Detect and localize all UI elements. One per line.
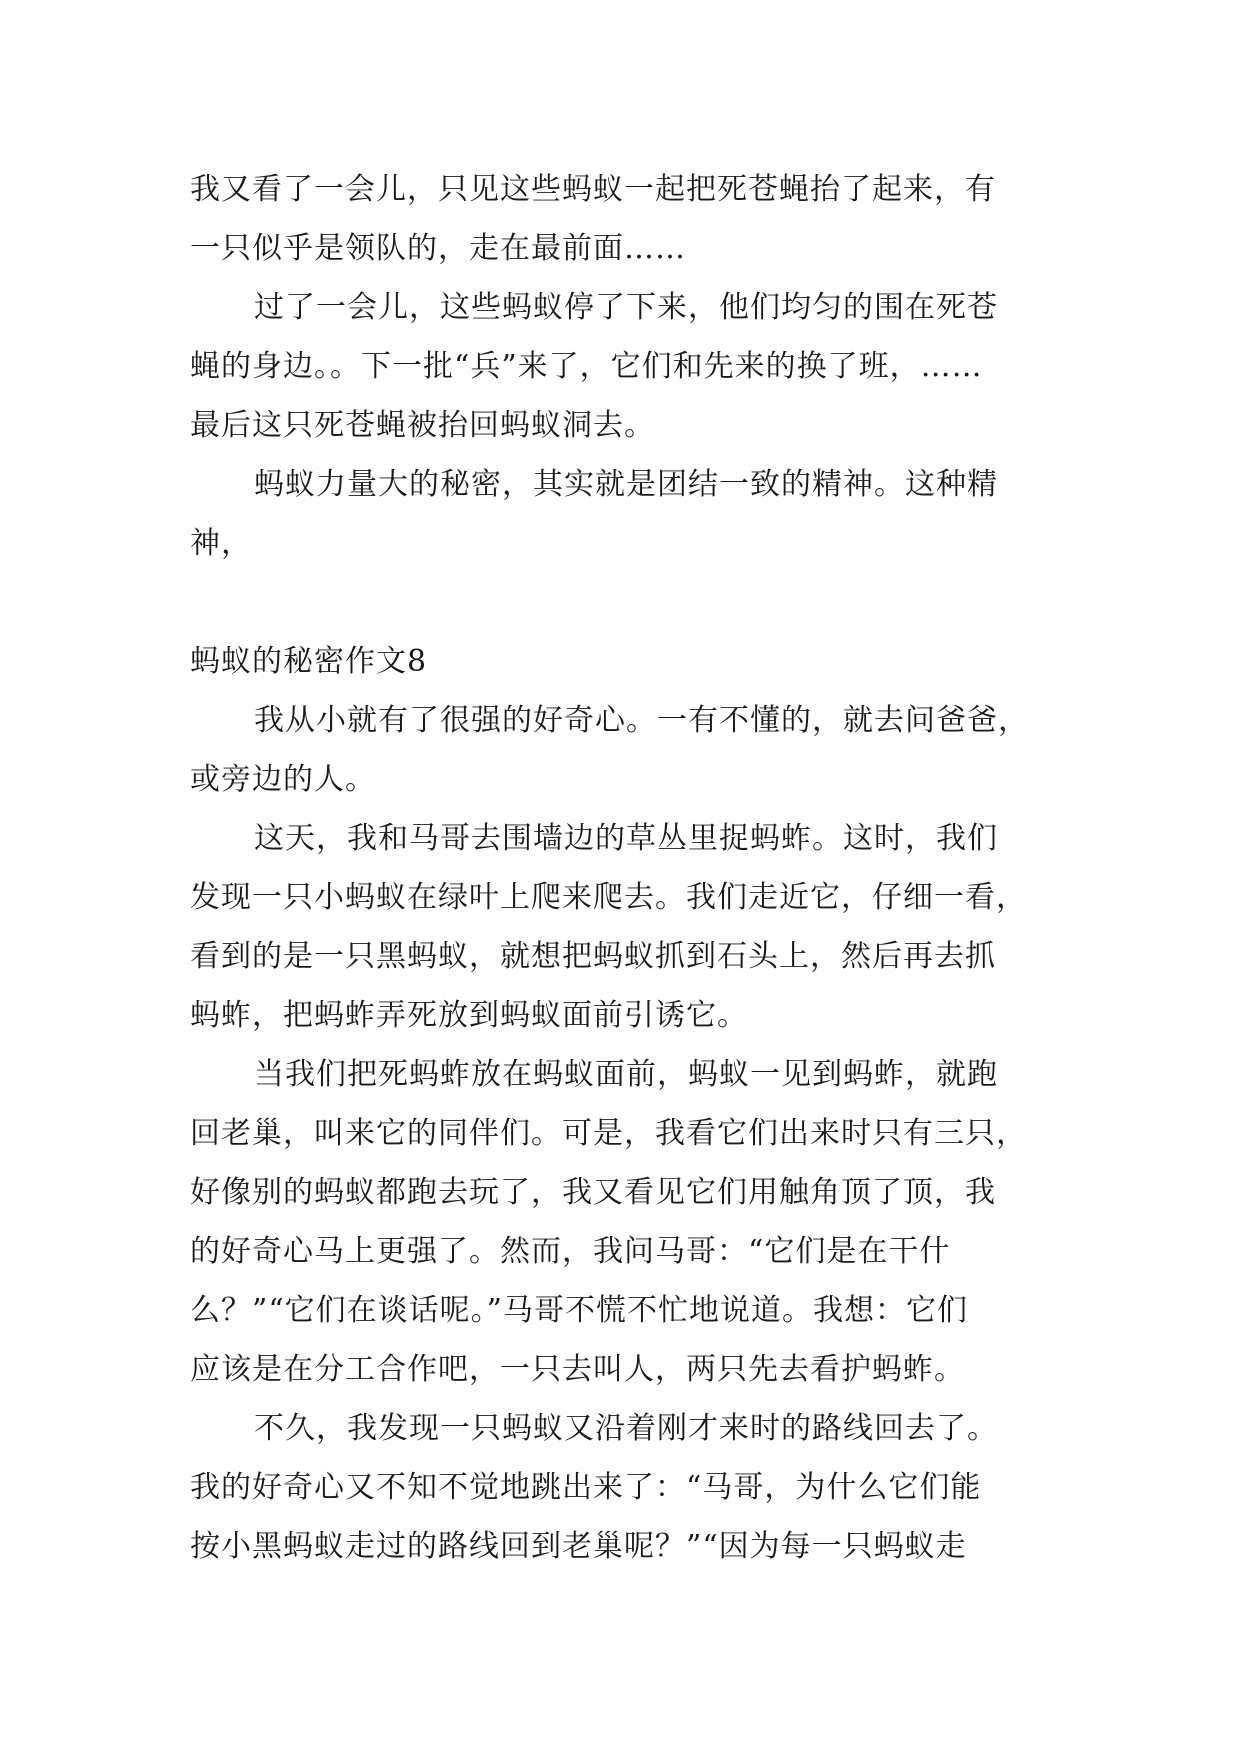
text-line: 按小黑蚂蚁走过的路线回到老巢呢？”“因为每一只蚂蚁走 [190,1529,967,1564]
paragraph [190,691,1060,809]
text-line: 最后这只死苍蝇被抬回蚂蚁洞去。 [190,408,655,443]
text-line: 蚂蚱，把蚂蚱弄死放到蚂蚁面前引诱它。 [190,998,748,1033]
text-line: 回老巢，叫来它的同伴们。可是，我看它们出来时只有三只， [190,1116,1027,1151]
text-line: 我的好奇心又不知不觉地跳出来了：“马哥，为什么它们能 [190,1470,982,1505]
text-line: 么？”“它们在谈话呢。”马哥不慌不忙地说道。我想：它们 [190,1293,969,1328]
paragraph [190,1399,1060,1576]
text-line: 神， [190,526,252,561]
text-line: 不久，我发现一只蚂蚁又沿着刚才来时的路线回去了。 [254,1411,998,1446]
text-line: 当我们把死蚂蚱放在蚂蚁面前，蚂蚁一见到蚂蚱，就跑 [254,1057,998,1092]
text-line: 发现一只小蚂蚁在绿叶上爬来爬去。我们走近它，仔细一看， [190,880,1027,915]
text-line: 蚂蚁力量大的秘密，其实就是团结一致的精神。这种精 [254,467,998,502]
text-line: 蝇的身边。。下一批“兵”来了，它们和先来的换了班，…… [190,349,983,384]
document-body [190,160,1060,1576]
text-line: 的好奇心马上更强了。然而，我问马哥：“它们是在干什 [190,1234,951,1269]
text-line: 或旁边的人。 [190,762,376,797]
section-title-text: 蚂蚁的秘密作文8 [190,644,428,679]
paragraph [190,278,1060,455]
text-line: 看到的是一只黑蚂蚁，就想把蚂蚁抓到石头上，然后再去抓 [190,939,996,974]
text-line: 我又看了一会儿，只见这些蚂蚁一起把死苍蝇抬了起来，有 [190,172,996,207]
section-title [190,632,1060,691]
text-line: 过了一会儿，这些蚂蚁停了下来，他们均匀的围在死苍 [254,290,998,325]
paragraph [190,160,1060,278]
text-line: 应该是在分工合作吧，一只去叫人，两只先去看护蚂蚱。 [190,1352,965,1387]
text-line: 好像别的蚂蚁都跑去玩了，我又看见它们用触角顶了顶，我 [190,1175,996,1210]
text-line: 一只似乎是领队的，走在最前面…… [190,231,686,266]
paragraph [190,1045,1060,1399]
text-line: 我从小就有了很强的好奇心。一有不懂的，就去问爸爸， [254,703,1029,738]
paragraph [190,809,1060,1045]
text-line: 这天，我和马哥去围墙边的草丛里捉蚂蚱。这时，我们 [254,821,998,856]
paragraph [190,455,1060,573]
